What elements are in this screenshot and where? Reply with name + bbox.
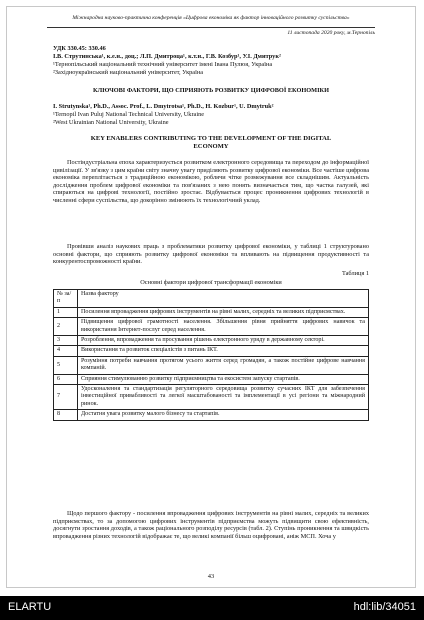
row-number: 1 <box>54 307 78 317</box>
row-factor-text: Підвищення цифрової грамотності населення. Збільшення рівня прийняття цифрових навичок та використання Інтернет-послуг серед населення. <box>78 318 369 336</box>
affiliation-en-2: ²West Ukrainian National University, Ukraine <box>53 119 169 126</box>
table-label: Таблиця 1 <box>341 270 369 277</box>
table-row <box>54 307 369 317</box>
row-number: 6 <box>54 374 78 384</box>
table-row <box>54 374 369 384</box>
row-factor-text: Сприяння стимулюванню розвитку підприємництва та екосистем запуску стартапів. <box>78 374 369 384</box>
row-number: 8 <box>54 410 78 420</box>
col-number-header: № за/п <box>54 290 78 308</box>
table-row <box>54 346 369 356</box>
header-rule <box>47 27 375 28</box>
title-en: KEY ENABLERS CONTRIBUTING TO THE DEVELOPMENT OF THE DIGITAL ECONOMY <box>90 135 332 150</box>
row-number: 7 <box>54 385 78 410</box>
row-factor-text: Розуміння потреби навчання протягом усього життя серед громадян, а також постійне цифрове навчання компаній. <box>78 356 369 374</box>
title-ua: КЛЮЧОВІ ФАКТОРИ, ЩО СПРИЯЮТЬ РОЗВИТКУ ЦИФРОВОЇ ЕКОНОМІКИ <box>92 87 330 94</box>
table-row <box>54 385 369 410</box>
footer-repository: ELARTU <box>8 601 52 613</box>
running-header: Міжнародна науково-практична конференція «Цифрова економіка як фактор інноваційного розвитку суспільства» <box>72 15 350 21</box>
udk-code: УДК 330.45: 330.46 <box>53 45 106 52</box>
paragraph-3: Щодо першого фактору - посилення впровадження цифрових інструментів на рівні малих, середніх та великих підприємствах, то за допомогою цифрових інструментів підприємства можуть підвищити свою ефективність, досягнути зростання доходів, а також раціонального розподілу ресурсів (табл. 2). Ступінь проникнення та швидкість впровадження різних технологій відображає те, що великі компанії більш оцифровані, аніж МСП. Хоча у <box>53 510 369 540</box>
factors-table-wrap <box>53 289 369 421</box>
authors-ua: І.В. Струтинська¹, к.е.н., доц.; Л.П. Дмитроца¹, к.т.н., Г.В. Козбур¹, У.І. Дмитрук² <box>53 53 281 60</box>
authors-en: I. Strutynska¹, Ph.D., Assoc. Prof., L. Dmytrotsa¹, Ph.D., H. Kozbur¹, U. Dmytruk² <box>53 103 274 110</box>
table-caption: Основні фактори цифрової трансформації економіки <box>140 279 282 286</box>
col-name-header: Назва фактору <box>78 290 369 308</box>
row-factor-text: Розроблення, впровадження та просування рішень електронного уряду в державному секторі. <box>78 336 369 346</box>
paragraph-1: Постіндустріальна епоха характеризується розвитком електронного середовища та переходом до інформаційної цивілізації. У зв'язку з цим країни світу значну увагу приділяють розвитку цифрової економіки. Все частіше цифрова економіка переплітається з традиційною економікою, роблячи чітке розмежування все складнішим. Актуальність дослідження проблем цифрової економіки та пов'язаних з нею понять визначається тим, що частка галузей, які спираються на цифрові технології, постійно зростає. Відбувається процес проникнення цифрових технологій в численні сфери суспільства, що докорінно змінюють їх технологічний уклад. <box>53 159 369 204</box>
row-number: 2 <box>54 318 78 336</box>
affiliation-en-1: ¹Ternopil Ivan Puluj National Technical University, Ukraine <box>53 111 205 118</box>
header-date: 11 листопада 2020 року, м.Тернопіль <box>287 30 375 36</box>
document-page <box>6 6 416 588</box>
footer-bar <box>0 596 424 620</box>
factors-table <box>53 289 369 421</box>
table-row <box>54 318 369 336</box>
page-number: 43 <box>207 573 215 580</box>
row-factor-text: Удосконалення та стандартизація регуляторного середовища розвитку сучасних ІКТ для забезпечення інвестиційної привабливості та легкої масштабованості та імплементації в усі регіони та міжнародний ринок. <box>78 385 369 410</box>
table-row <box>54 410 369 420</box>
row-number: 3 <box>54 336 78 346</box>
row-factor-text: Посилення впровадження цифрових інструментів на рівні малих, середніх та великих підприємствах. <box>78 307 369 317</box>
table-header-row <box>54 290 369 308</box>
affiliation-ua-2: ²Західноукраїнський національний університет, Україна <box>53 69 203 76</box>
row-factor-text: Використання та розвиток спеціалістів з питань ІКТ. <box>78 346 369 356</box>
footer-handle: hdl:lib/34051 <box>353 601 416 613</box>
row-number: 4 <box>54 346 78 356</box>
paragraph-2: Провівши аналіз наукових праць з проблематики розвитку цифрової економіки, у таблиці 1 структуровано основні фактори, що сприяють розвитку цифрової економіки та впливають на підвищення продуктивності та конкурентоспроможності країни. <box>53 243 369 266</box>
row-factor-text: Достатня увага розвитку малого бізнесу та стартапів. <box>78 410 369 420</box>
row-number: 5 <box>54 356 78 374</box>
table-row <box>54 336 369 346</box>
table-row <box>54 356 369 374</box>
affiliation-ua-1: ¹Тернопільський національний технічний університет імені Івана Пулюя, Україна <box>53 61 273 68</box>
